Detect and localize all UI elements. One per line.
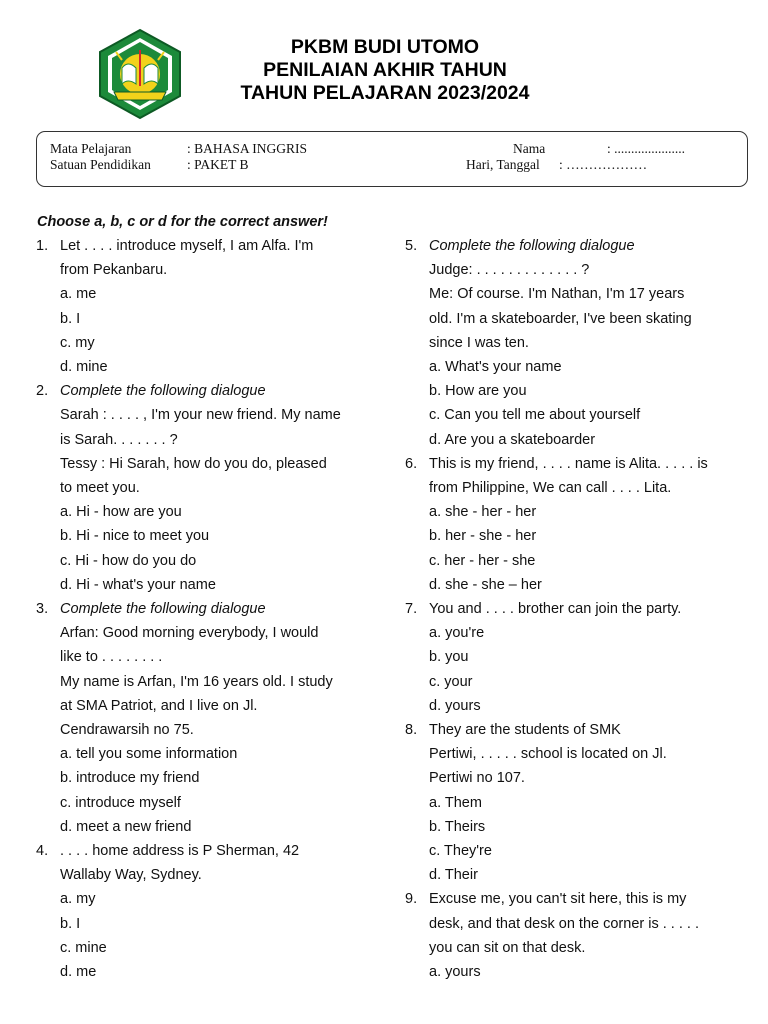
- question-number: 3.: [36, 601, 49, 618]
- question-text-line: Cendrawarsih no 75.: [60, 722, 194, 739]
- institution-title: PKBM BUDI UTOMO: [290, 36, 480, 58]
- question-text-line: Tessy : Hi Sarah, how do you do, pleased: [60, 455, 327, 472]
- date-label: Hari, Tanggal: [466, 157, 540, 172]
- answer-option[interactable]: b. you: [429, 649, 469, 666]
- unit-label: Satuan Pendidikan: [50, 157, 151, 172]
- answer-option[interactable]: a. Hi - how are you: [60, 504, 182, 521]
- question-text-line: like to . . . . . . . .: [60, 649, 163, 666]
- question-text-line: you can sit on that desk.: [429, 939, 586, 956]
- answer-option[interactable]: a. she - her - her: [429, 504, 537, 521]
- answer-option[interactable]: d. meet a new friend: [60, 818, 192, 835]
- answer-option[interactable]: d. Are you a skateboarder: [429, 431, 596, 448]
- questions-column-right: [405, 234, 745, 984]
- question-text-line: Excuse me, you can't sit here, this is my: [429, 891, 687, 908]
- question-text-line: They are the students of SMK: [429, 722, 621, 739]
- question-text-line: Me: Of course. I'm Nathan, I'm 17 years: [429, 286, 685, 303]
- question-text-line: since I was ten.: [429, 334, 529, 351]
- question-item: [36, 234, 376, 379]
- question-text-line: desk, and that desk on the corner is . . . . .: [429, 915, 700, 932]
- question-text-line: at SMA Patriot, and I live on Jl.: [60, 697, 258, 714]
- answer-option[interactable]: c. Hi - how do you do: [60, 552, 197, 569]
- question-item: [405, 234, 745, 452]
- answer-option[interactable]: d. Their: [429, 867, 478, 884]
- answer-option[interactable]: a. yours: [429, 964, 481, 981]
- subject-label: Mata Pelajaran: [50, 141, 132, 156]
- academic-year-title: TAHUN PELAJARAN 2023/2024: [240, 82, 530, 104]
- question-item: [405, 452, 745, 597]
- answer-option[interactable]: b. her - she - her: [429, 528, 537, 545]
- instructions: Choose a, b, c or d for the correct answer!: [37, 214, 328, 230]
- question-text-line: Pertiwi no 107.: [429, 770, 525, 787]
- answer-option[interactable]: b. I: [60, 310, 81, 327]
- question-item: [405, 887, 745, 984]
- question-prompt: Complete the following dialogue: [60, 383, 266, 400]
- question-number: 6.: [405, 455, 418, 472]
- answer-option[interactable]: c. Can you tell me about yourself: [429, 407, 641, 424]
- exam-title: PENILAIAN AKHIR TAHUN: [263, 59, 507, 81]
- answer-option[interactable]: a. What's your name: [429, 359, 562, 376]
- question-text-line: Sarah : . . . . , I'm your new friend. My name: [60, 407, 341, 424]
- question-number: 9.: [405, 891, 418, 908]
- question-number: 4.: [36, 843, 49, 860]
- question-text-line: Pertiwi, . . . . . school is located on Jl.: [429, 746, 667, 763]
- answer-option[interactable]: d. mine: [60, 359, 108, 376]
- answer-option[interactable]: a. my: [60, 891, 96, 908]
- answer-option[interactable]: c. mine: [60, 939, 107, 956]
- answer-option[interactable]: a. me: [60, 286, 97, 303]
- answer-option[interactable]: c. her - her - she: [429, 552, 536, 569]
- question-text-line: to meet you.: [60, 480, 140, 497]
- question-text-line: . . . . home address is P Sherman, 42: [60, 843, 300, 860]
- question-text-line: You and . . . . brother can join the party.: [429, 601, 682, 618]
- question-text-line: Let . . . . introduce myself, I am Alfa. I'm: [60, 238, 314, 254]
- unit-value: : PAKET B: [187, 157, 249, 172]
- answer-option[interactable]: b. Theirs: [429, 818, 486, 835]
- question-number: 1.: [36, 238, 49, 254]
- question-number: 8.: [405, 722, 418, 739]
- question-item: [405, 718, 745, 887]
- answer-option[interactable]: d. me: [60, 964, 97, 981]
- subject-value: : BAHASA INGGRIS: [187, 141, 308, 156]
- answer-option[interactable]: d. she - she – her: [429, 576, 542, 593]
- question-item: [405, 597, 745, 718]
- answer-option[interactable]: c. They're: [429, 843, 492, 860]
- question-text-line: Wallaby Way, Sydney.: [60, 867, 202, 884]
- answer-option[interactable]: d. Hi - what's your name: [60, 576, 216, 593]
- answer-option[interactable]: a. Them: [429, 794, 482, 811]
- answer-option[interactable]: c. introduce myself: [60, 794, 181, 811]
- question-text-line: This is my friend, . . . . name is Alita. . . . . is: [429, 455, 708, 472]
- question-number: 7.: [405, 601, 418, 618]
- answer-option[interactable]: c. your: [429, 673, 473, 690]
- answer-option[interactable]: b. Hi - nice to meet you: [60, 528, 210, 545]
- question-text-line: Arfan: Good morning everybody, I would: [60, 625, 319, 642]
- document-header: [190, 36, 580, 105]
- answer-option[interactable]: b. introduce my friend: [60, 770, 200, 787]
- question-prompt: Complete the following dialogue: [429, 238, 635, 254]
- question-number: 5.: [405, 238, 418, 254]
- answer-option[interactable]: c. my: [60, 334, 95, 351]
- question-item: [36, 839, 376, 984]
- name-label: Nama: [513, 141, 546, 156]
- name-field[interactable]: : .....................: [607, 141, 686, 156]
- question-text-line: is Sarah. . . . . . . ?: [60, 431, 178, 448]
- questions-column-left: [36, 234, 376, 984]
- question-text-line: old. I'm a skateboarder, I've been skating: [429, 310, 692, 327]
- question-text-line: from Pekanbaru.: [60, 262, 168, 279]
- answer-option[interactable]: a. you're: [429, 625, 485, 642]
- question-text-line: Judge: . . . . . . . . . . . . . ?: [429, 262, 590, 279]
- question-prompt: Complete the following dialogue: [60, 601, 266, 618]
- student-info-box: [36, 131, 748, 187]
- school-logo: [92, 28, 188, 120]
- question-item: [36, 379, 376, 597]
- question-text-line: from Philippine, We can call . . . . Lita.: [429, 480, 672, 497]
- answer-option[interactable]: b. I: [60, 915, 81, 932]
- question-number: 2.: [36, 383, 49, 400]
- answer-option[interactable]: d. yours: [429, 697, 481, 714]
- answer-option[interactable]: a. tell you some information: [60, 746, 238, 763]
- question-text-line: My name is Arfan, I'm 16 years old. I study: [60, 673, 333, 690]
- question-item: [36, 597, 376, 839]
- answer-option[interactable]: b. How are you: [429, 383, 527, 400]
- date-field[interactable]: : ………………: [559, 157, 648, 172]
